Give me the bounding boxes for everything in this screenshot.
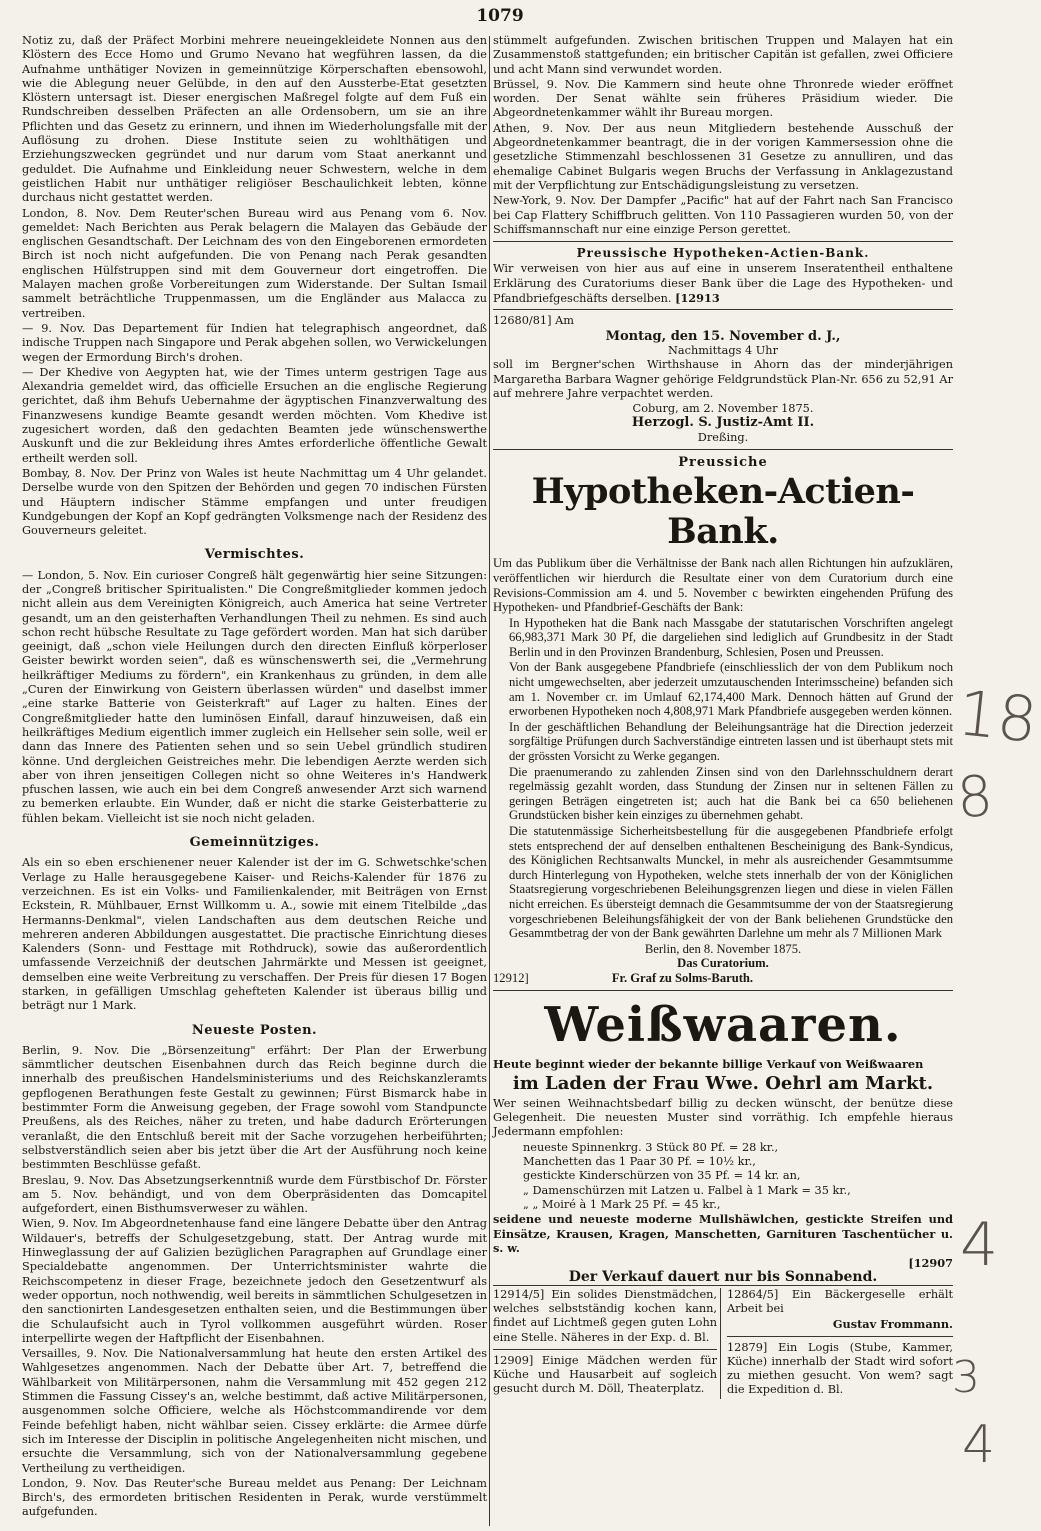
weisswaaren-text: seidene und neueste moderne Mullshäwlchen, gestickte Streifen und Einsätze, Krausen, Kragen, Manschetten, Garnituren Taschentücher u. s. w.	[493, 1212, 953, 1255]
classified-signer: Gustav Frommann.	[832, 1317, 953, 1332]
article-text: Brüssel, 9. Nov. Die Kammern sind heute ohne Thronrede wieder eröffnet worden. Der Senat wählte sein früheres Präsidium wieder. Die Abgeordnetenkammer wählt ihr Bureau morgen.	[493, 77, 953, 120]
weisswaaren-ref: [12907	[908, 1256, 953, 1271]
article-text: Berlin, 9. Nov. Die „Börsenzeitung" erfährt: Der Plan der Erwerbung sämmtlicher deutschen Eisenbahnen durch das Reich beginne durch die innerhalb des preußischen Handelsministeriums und des Reichskanzleramts gepflogenen Berathungen feste Gestalt zu gewinnen; Fürst Bismarck habe in bestimmter Form die Anweisung gegeben, der Frage sowohl vom Standpuncte Preußens, als des Reiches, näher zu treten, und habe dadurch Erörterungen veranlaßt, die den Entschluß bereit mit der Sache vorzugehen herbeiführten; selbstverständlich seien aber bis jetzt über die Art der Ausführung noch keine bestimmten Beschlüsse gefaßt.	[22, 1043, 487, 1172]
article-text: stümmelt aufgefunden. Zwischen britischen Truppen und Malayen hat ein Zusammenstoß stattgefunden; ein britischer Capitän ist gefallen, zwei Officiere und acht Mann sind verwundet worden.	[493, 34, 953, 76]
divider	[493, 990, 953, 991]
section-heading: Gemeinnütziges.	[189, 835, 320, 851]
bank-advertisement	[493, 456, 953, 986]
article-text: Wien, 9. Nov. Im Abgeordnetenhause fand eine längere Debatte über den Antrag Wildauer's, betreffs der Schulgesetzgebung, statt. Der Antrag wurde mit Hinweglassung der auf Galizien bezüglichen Paragraphen auf Grundlage einer Specialdebatte angenommen. Der Unterrichtsminister wahrte die Reichscompetenz in dieser Frage, bezeichnete jedoch den Gesetzentwurf als weder opportun, noch nothwendig, weil bereits in sämmtlichen Schulgesetzen in den sanctionirten Landesgesetzen enthalten seien, und die Bestimmungen über die Schulaufsicht auch in Tyrol vollkommen ausgeführt würden. Roser interpellirte wegen der Haftpflicht der Eisenbahnen.	[22, 1217, 487, 1345]
handwritten-mark: 18	[954, 676, 1041, 757]
ad-authority: Herzogl. S. Justiz-Amt II.	[631, 415, 815, 431]
ad-place: Coburg, am 2. November 1875.	[632, 402, 814, 416]
ad-signer: Dreßing.	[697, 430, 749, 444]
bank-small-title: Preussiche	[678, 455, 768, 471]
bank-text: In der geschäftlichen Behandlung der Beleihungsanträge hat die Direction jederzeit sorgfältige Prüfungen durch Sachverständige eintreten lassen und ist überhaupt stets mit der grössten Vorsicht zu Werke gegangen.	[509, 719, 953, 764]
bank-signature: Das Curatorium.	[677, 956, 769, 971]
right-column	[493, 34, 953, 1524]
article-text: London, 8. Nov. Dem Reuter'schen Bureau wird aus Penang vom 6. Nov. gemeldet: Nach Berichten aus Perak belagern die Malayen das Gebäude der englischen Gesandtschaft. Der Leichnam des von den Eingeborenen ermordeten Birch ist noch nicht aufgefunden. Die von Penang nach Perak gesandten englischen Hülfstruppen sind mit dem Gouverneur dort eingetroffen. Die Malayen machen große Vorbereitungen zum Widerstande. Der Sultan Ismail sammelt beträchtliche Truppenmassen, um die Engländer aus Malacca zu vertreiben.	[22, 206, 487, 320]
weisswaaren-intro: Heute beginnt wieder der bekannte billige Verkauf von Weißwaaren	[493, 1056, 924, 1071]
price-list	[523, 1141, 953, 1212]
notice-body: Wir verweisen von hier aus auf eine in unserem Inseratentheil enthaltene Erklärung des Curatoriums dieser Bank über die Lage des Hypotheken- und Pfandbriefgeschäfts derselben.	[493, 262, 953, 306]
bank-place: Berlin, den 8. November 1875.	[644, 941, 802, 956]
notice-ref: [12913	[675, 291, 720, 306]
article-text: Bombay, 8. Nov. Der Prinz von Wales ist heute Nachmittag um 4 Uhr gelandet. Derselbe wurde von den Spitzen der Behörden und gegen 70 indischen Fürsten und Häuptern indischer Stämme empfangen und unter freudigen Kundgebungen der Kopf an Kopf gedrängten Volksmenge nach der Residenz des Gouverneurs geleitet.	[22, 466, 487, 538]
weisswaaren-shop: im Laden der Frau Wwe. Oehrl am Markt.	[512, 1072, 934, 1094]
ad-am: Am	[555, 314, 574, 328]
article-text: London, 9. Nov. Das Reuter'sche Bureau meldet aus Penang: Der Leichnam Birch's, des ermordeten britischen Residenten in Perak, wurde verstümmelt aufgefunden.	[22, 1476, 487, 1519]
article-text: Athen, 9. Nov. Der aus neun Mitgliedern bestehende Ausschuß der Abgeordnetenkammer beantragt, die in der vorigen Kammersession ohne die gesetzliche Stimmenzahl beschlossenen 31 Gesetze zu annulliren, und das ehemalige Cabinet Bulgaris wegen Bruchs der Verfassung in Anklagezustand mit der Verpflichtung zur Entschädigungsleistung zu versetzen.	[493, 121, 953, 192]
weisswaaren-title: Weißwaaren.	[544, 996, 902, 1053]
price-item: „ „ Moiré à 1 Mark 25 Pf. = 45 kr.,	[523, 1197, 721, 1211]
ad-ref: 12680/81]	[493, 314, 552, 328]
article-text: — 9. Nov. Das Departement für Indien hat telegraphisch angeordnet, daß indische Truppen nach Singapore und Perak abgehen sollen, wo Verwickelungen wegen der Ermordung Birch's drohen.	[22, 321, 487, 364]
weisswaaren-text: Wer seinen Weihnachtsbedarf billig zu decken wünscht, der benütze diese Gelegenheit. Die neuesten Muster sind vorräthig. Ich empfehle hieraus Jedermann empfohlen:	[493, 1096, 953, 1139]
page-number: 1079	[476, 6, 524, 26]
classified-ad: 12914/5] Ein solides Dienstmädchen, welches selbstständig kochen kann, findet auf Lichtmeß gegen guten Lohn eine Stelle. Näheres in der Exp. d. Bl.	[493, 1287, 717, 1344]
price-item: „ Damenschürzen mit Latzen u. Falbel à 1 Mark = 35 kr.,	[523, 1183, 851, 1197]
section-heading: Neueste Posten.	[191, 1022, 318, 1038]
classified-ad: 12909] Einige Mädchen werden für Küche und Hausarbeit auf sogleich gesucht durch M. Döll, Theaterplatz.	[493, 1353, 717, 1396]
bank-text: Um das Publikum über die Verhältnisse der Bank nach allen Richtungen hin aufzuklären, veröffentlichen wir hierdurch die Resultate einer von dem Curatorium durch eine Revisions-Commission am 4. und 5. November c bewirkten eingehenden Prüfung des Hypotheken- und Pfandbrief-Geschäfts der Bank:	[493, 556, 953, 615]
handwritten-mark: 8	[954, 763, 995, 832]
divider	[493, 1349, 717, 1350]
bank-text: Von der Bank ausgegebene Pfandbriefe (einschliesslich der von dem Publikum noch nicht umgewechselten, aber jederzeit umzutauschenden Interimsscheine) befanden sich am 1. November cr. im Umlauf 62,174,400 Mark. Dennoch hätten auf Grund der erworbenen Hypotheken noch 4,808,971 Mark Pfandbriefe ausgegeben werden können.	[509, 660, 953, 719]
bank-notice	[493, 241, 953, 310]
weisswaaren-ad	[493, 997, 953, 1285]
ad-time: Nachmittags 4 Uhr	[668, 343, 778, 357]
article-text: Notiz zu, daß der Präfect Morbini mehrere neueingekleidete Nonnen aus den Klöstern des Ecce Homo und Grumo Nevano hat wegführen lassen, da die Aufnahme unthätiger Novizen in gemeinnützige Körperschaften ebensowohl, wie die Ablegung neuer Gelübde, in den auf den Aussterbe-Etat gesetzten Klöstern untersagt ist. Dieser energischen Maßregel folgte auf dem Fuß ein Rundschreiben desselben Präfecten an alle Ordensobern, um sie an ihre Pflichten und das Gesetz zu erinnern, und ihnen im Wiederholungsfalle mit der Auflösung zu drohen. Diese Institute seien zu wohlthätigen und Erziehungszwecken gegründet und nur darum vom Staat anerkannt und geduldet. Die Aufnahme und Einkleidung neuer Schwestern, welche in dem geistlichen Habit nur unthätiger religiöser Beschaulichkeit lebten, könne durchaus nicht gestattet werden.	[22, 34, 487, 205]
bank-headline: Hypotheken-Actien-Bank.	[531, 471, 915, 553]
left-column	[22, 34, 487, 1524]
notice-text	[493, 262, 953, 306]
classified-ad: 12879] Ein Logis (Stube, Kammer, Küche) innerhalb der Stadt wird sofort zu miethen gesucht. Von wem? sagt die Expedition d. Bl.	[727, 1340, 953, 1397]
article-text: Versailles, 9. Nov. Die Nationalversammlung hat heute den ersten Artikel des Wahlgesetzes angenommen. Nach der Debatte über Art. 7, betreffend die Wählbarkeit von Militärpersonen, nahm die Versammlung mit 452 gegen 212 Stimmen die Fassung Cissey's an, welche bestimmt, daß active Militärpersonen, ausgenommen solche Officiere, welche als Höchstcommandirende vor dem Feinde befehligt haben, nicht wählbar seien. Cissey erklärte: die Armee dürfe sich im Interesse der Disciplin in politische Angelegenheiten nicht mischen, und ersuchte die Versammlung, sich von der Nationalversammlung gegebene Vertheilung zu vertheidigen.	[22, 1347, 487, 1475]
weisswaaren-end: Der Verkauf dauert nur bis Sonnabend.	[568, 1269, 878, 1286]
divider	[493, 449, 953, 450]
classified-ads	[493, 1285, 953, 1399]
price-item: Manchetten das 1 Paar 30 Pf. = 10½ kr.,	[523, 1155, 756, 1169]
price-item: neueste Spinnenkrg. 3 Stück 80 Pf. = 28 kr.,	[523, 1140, 779, 1154]
article-text: — London, 5. Nov. Ein curioser Congreß hält gegenwärtig hier seine Sitzungen: der „Congreß britischer Spiritualisten." Die Congreßmitglieder kommen jedoch nicht allein aus dem Vereinigten Königreich, auch America hat seine Vertreter gesandt, um an den geisterhaften Verhandlungen Theil zu nehmen. Es sind auch schon recht hübsche Resultate zu Tage gefördert worden. Man hat sich darüber geeinigt, daß „schon viele Heilungen durch den directen Einfluß körperloser Geister bewirkt worden seien", daß es wünschenswerth sei, die „Vermehrung heilkräftiger Mediums zu fördern", ein Krankenhaus zu gründen, in dem alle „Curen der Einwirkung von Geistern überlassen würden" und daselbst immer „eine starke Batterie von Geisterkraft" auf Lager zu halten. Eines der Congreßmitglieder hatte den luminösen Einfall, darauf hinzuweisen, daß ein heilkräftiges Medium eigentlich immer zugleich ein Hellseher sein solle, weil er dann das Innere des Patienten sehen und so sein Uebel gründlich studiren könne. Und dergleichen Geistreiches mehr. Die lebendigen Aerzte werden sich aber von ihren jenseitigen Collegen nicht so ohne Weiteres in's Handwerk pfuschen lassen, wie auch ein bei dem Congreß anwesender Arzt sich warnend zu bemerken erlaubte. Ein Wunder, daß er nicht die starke Geisterbatterie zu fühlen bekam. Vielleicht ist sie noch nicht geladen.	[22, 568, 487, 825]
handwritten-mark: 3	[952, 1352, 980, 1403]
article-text: New-York, 9. Nov. Der Dampfer „Pacific" hat auf der Fahrt nach San Francisco bei Cap Flattery Schiffbruch gelitten. Von 110 Passagieren wurden 50, von der Schiffsmannschaft nur eine einzige Person gerettet.	[493, 194, 953, 236]
ad-date: Montag, den 15. November d. J.,	[605, 328, 841, 344]
handwritten-mark: 4	[960, 1210, 999, 1280]
article-text: Breslau, 9. Nov. Das Absetzungserkenntniß wurde dem Fürstbischof Dr. Förster am 5. Nov. behändigt, und von dem Oberpräsidenten das Domcapitel aufgefordert, einen Bisthumsverweser zu wählen.	[22, 1173, 487, 1216]
price-item: gestickte Kinderschürzen von 35 Pf. = 14 kr. an,	[523, 1169, 801, 1183]
notice-title: Preussische Hypotheken-Actien-Bank.	[576, 246, 870, 261]
ad-text: soll im Bergner'schen Wirthshause in Ahorn das der minderjährigen Margaretha Barbara Wagner gehörige Feldgrundstück Plan-Nr. 656 zu 52,91 Ar auf mehrere Jahre verpachtet werden.	[493, 358, 953, 400]
classified-ad: 12864/5] Ein Bäckergeselle erhält Arbeit bei	[727, 1287, 953, 1315]
auction-ad	[493, 314, 953, 445]
bank-signer: Fr. Graf zu Solms-Baruth.	[611, 970, 754, 985]
column-divider	[489, 36, 490, 1526]
divider	[727, 1336, 953, 1337]
article-text: Als ein so eben erschienener neuer Kalender ist der im G. Schwetschke'schen Verlage zu Halle herausgegebene Kaiser- und Reichs-Kalender für 1876 zu verzeichnen. Es ist ein Volks- und Familienkalender, mit Beiträgen von Ernst Eckstein, R. Mühlbauer, Ernst Willkomm u. A., sowie mit einem Titelbilde „das Hermanns-Denkmal", vielen Landschaften aus dem deutschen Reiche und mehreren anderen Abbildungen ausgestattet. Die practische Einrichtung dieses Kalenders (Sonn- und Festtage mit Rothdruck), sowie das außerordentlich umfassende Verzeichniß der deutschen Jahrmärkte und Messen ist geeignet, demselben eine weite Verbreitung zu verschaffen. Der Preis für diesen 17 Bogen starken, in gefälligen Umschlag gehefteten Kalender ist überaus billig und beträgt nur 1 Mark.	[22, 856, 487, 1013]
bank-text: Die praenumerando zu zahlenden Zinsen sind von den Darlehnsschuldnern derart regelmässig gezahlt worden, dass Stundung der Zinsen nur in seltenen Fällen zu geringen Beträgen eingetreten ist; auch hat die Bank bei ca 650 beliehenen Grundstücken bisher kein einziges zu übernehmen gehabt.	[509, 764, 953, 823]
article-text: — Der Khedive von Aegypten hat, wie der Times unterm gestrigen Tage aus Alexandria gemeldet wird, das officielle Ersuchen an die englische Regierung gerichtet, daß ihm Behufs Uebernahme der ägyptischen Finanzverwaltung des Finanzwesens kundige Beamte gesandt werden möchten. Vom Khedive ist zugesichert worden, daß den gedachten Beamten jede wünschenswerthe Auskunft und die zur Bekleidung ihres Amtes erforderliche öffentliche Gewalt ertheilt werden soll.	[22, 365, 487, 465]
bank-ref: 12912]	[493, 970, 529, 985]
bank-text: Die statutenmässige Sicherheitsbestellung für die ausgegebenen Pfandbriefe erfolgt stets entsprechend der auf denselben enthaltenen Bescheinigung des Bank-Syndicus, des Königlichen Rechtsanwalts Munckel, in mehr als ausreichender Gesammtsumme durch Hinterlegung von Hypotheken, welche stets innerhalb der von der Königlichen Staatsregierung vorgeschriebenen Beleihungsgrenzen liegen und diese in vielen Fällen nicht erreichen. Es übersteigt demnach die Gesammtsumme der von der Staatsregierung vorgeschriebenen Beleihungsfähigkeit der von der Bank beliehenen Grundstücke den Gesammtbetrag der von der Bank gewährten Darlehne um mehr als 7 Millionen Mark	[509, 824, 953, 941]
handwritten-mark: 4	[962, 1415, 996, 1475]
section-heading: Vermischtes.	[204, 547, 305, 563]
bank-text: In Hypotheken hat die Bank nach Massgabe der statutarischen Vorschriften angelegt 66,983,371 Mark 30 Pf, die dargeliehen sind lediglich auf Grundbesitz in der Stadt Berlin und in den Provinzen Brandenburg, Schlesien, Posen und Preussen.	[509, 615, 953, 659]
